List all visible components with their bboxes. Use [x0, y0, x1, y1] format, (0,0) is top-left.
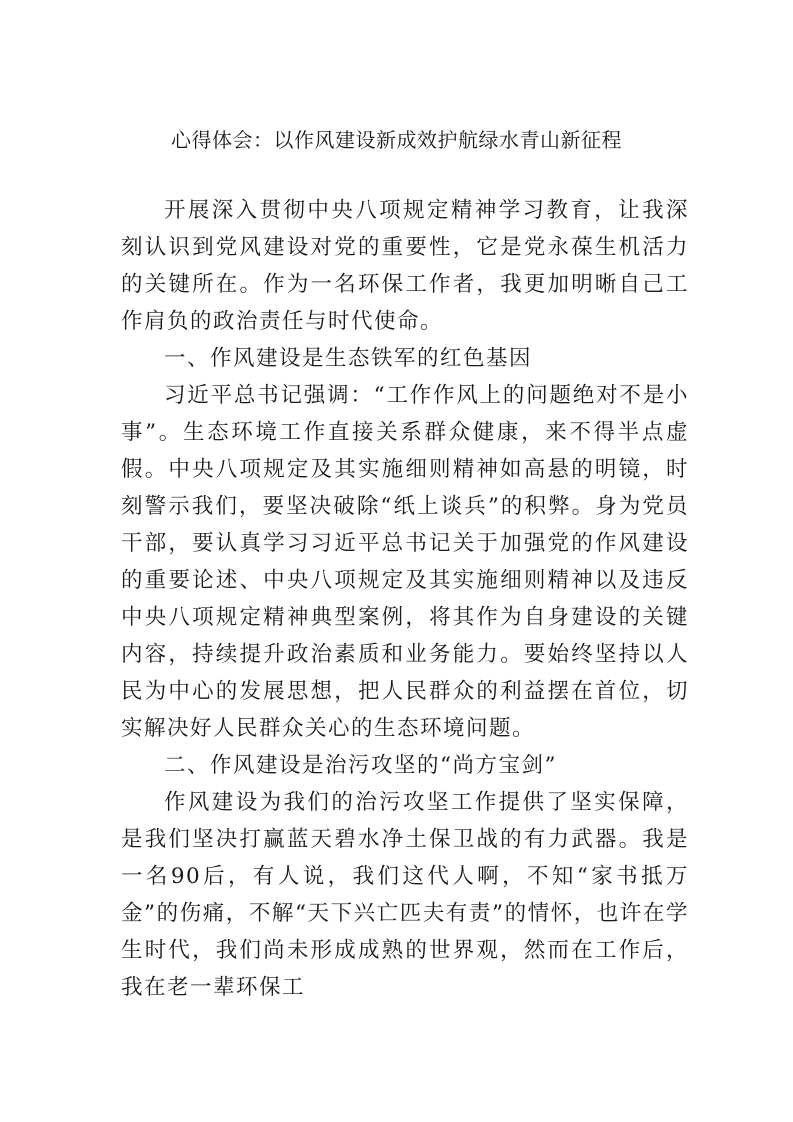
- document-body: [121, 192, 689, 1006]
- section-heading-2: 二、作风建设是治污攻坚的“尚方宝剑”: [164, 753, 557, 778]
- section-1-paragraph: 习近平总书记强调：“工作作风上的问题绝对不是小事”。生态环境工作直接关系群众健康，来不得半点虚假。中央八项规定及其实施细则精神如高悬的明镜，时刻警示我们，要坚决破除“纸上谈兵”的积弊。身为党员干部，要认真学习习近平总书记关于加强党的作风建设的重要论述、中央八项规定及其实施细则精神以及违反中央八项规定精神典型案例，将其作为自身建设的关键内容，持续提升政治素质和业务能力。要始终坚持以人民为中心的发展思想，把人民群众的利益摆在首位，切实解决好人民群众关心的生态环境问题。: [121, 383, 689, 741]
- section-2-paragraph: 作风建设为我们的治污攻坚工作提供了坚实保障，是我们坚决打赢蓝天碧水净土保卫战的有力武器。我是一名90后，有人说，我们这代人啊，不知“家书抵万金”的伤痛，不解“天下兴亡匹夫有责”的情怀，也许在学生时代，我们尚未形成成熟的世界观，然而在工作后，我在老一辈环保工: [121, 790, 689, 1000]
- section-heading-1: 一、作风建设是生态铁军的红色基因: [164, 346, 533, 371]
- document-title: 心得体会：以作风建设新成效护航绿水青山新征程: [171, 128, 622, 152]
- intro-paragraph: 开展深入贯彻中央八项规定精神学习教育，让我深刻认识到党风建设对党的重要性，它是党永葆生机活力的关键所在。作为一名环保工作者，我更加明晰自己工作肩负的政治责任与时代使命。: [121, 198, 689, 334]
